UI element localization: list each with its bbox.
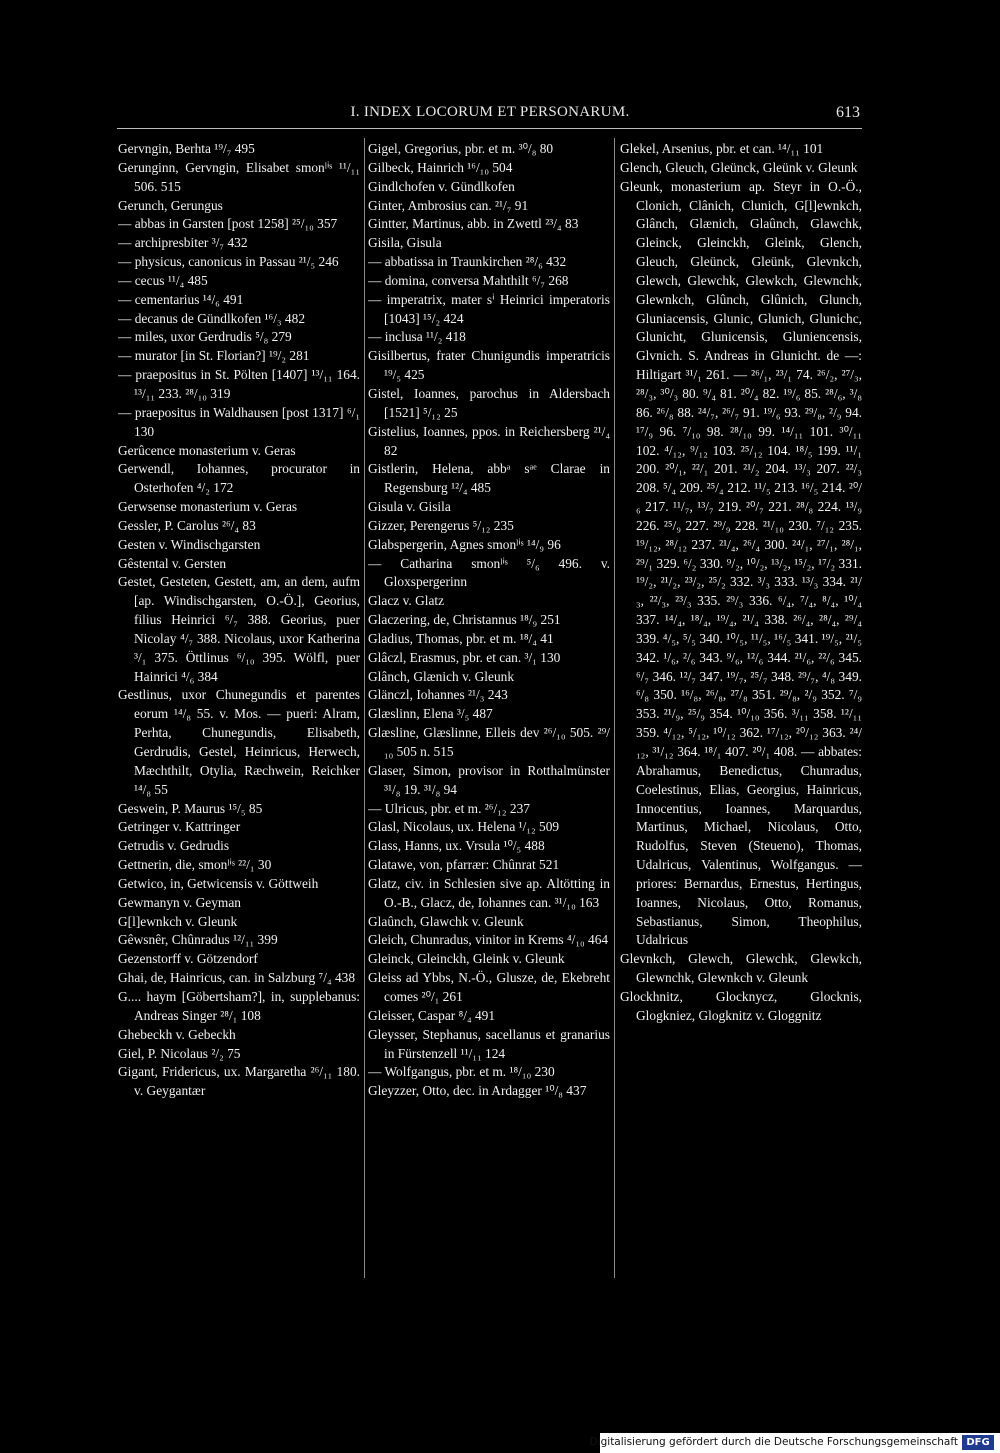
index-entry: — imperatrix, mater sⁱ Heinrici imperatoris [1043] ¹⁵/₂ 424 [368, 291, 610, 326]
index-entry: Glæsline, Glæslinne, Elleis dev ²⁶/₁₀ 505. ²⁹/₁₀ 505 n. 515 [368, 725, 610, 759]
index-entry: — archipresbiter ³/₇ 432 [118, 235, 248, 251]
index-entry: — domina, conversa Mahthilt ⁶/₇ 268 [368, 272, 569, 288]
index-entry: Getwico, in, Getwicensis v. Göttweih [118, 875, 319, 891]
index-entry: G.... haym [Göbertsham?], in, supplebanus: Andreas Singer ²⁸/₁ 108 [118, 988, 360, 1023]
index-entry: Glench, Gleuch, Gleünck, Gleünk v. Gleunk [620, 159, 858, 175]
index-entry: — abbatissa in Traunkirchen ²⁸/₆ 432 [368, 254, 567, 270]
index-entry: Gerunch, Gerungus [118, 197, 223, 213]
index-entry: Gessler, P. Carolus ²⁶/₄ 83 [118, 517, 256, 533]
index-entry: — miles, uxor Gerdrudis ⁵/₈ 279 [118, 329, 292, 345]
index-entry: Gintter, Martinus, abb. in Zwettl ²³/₄ 83 [368, 216, 579, 232]
index-entry: Glaczering, de, Christannus ¹⁸/₉ 251 [368, 612, 561, 628]
index-entry: Glockhnitz, Glocknycz, Glocknis, Glogkniez, Glogknitz v. Gloggnitz [620, 988, 862, 1023]
index-entry: Glatawe, von, pfarrær: Chûnrat 521 [368, 857, 560, 873]
index-entry: Gleysser, Stephanus, sacellanus et granarius in Fürstenzell ¹¹/₁₁ 124 [368, 1026, 610, 1061]
index-entry: Gleisser, Caspar ⁸/₄ 491 [368, 1007, 496, 1023]
index-entry: Gettnerin, die, smonˡⁱˢ ²²/₁ 30 [118, 857, 272, 873]
index-entry: Giel, P. Nicolaus ²/₂ 75 [118, 1045, 241, 1061]
index-column-right [620, 140, 862, 1280]
index-entry: Gesten v. Windischgarsten [118, 536, 261, 552]
index-entry: Glasl, Nicolaus, ux. Helena ¹/₁₂ 509 [368, 819, 560, 835]
index-entry: — abbas in Garsten [post 1258] ²⁵/₁₀ 357 [118, 216, 338, 232]
index-entry: Gerwsense monasterium v. Geras [118, 499, 298, 515]
index-entry: Gleunk, monasterium ap. Steyr in O.-Ö., Clonich, Clânich, Clunich, G[l]ewnkch, Glânch, Glænich, Glaûnch, Glawchk, Gleinck, Gleinckh, Gleink, Glench, Gleuch, Gleünck, Gleünk, Glevnkch, Glewch, Glewchk, Glewkch, Glewnchk, Glewnkch, Glûnch, Glûnich, Glunch, Gluniacensis, Glunic, Glunich, Glunichc, Glunicht, Glunicensis, Gluniencensis, Glvnich. S. Andreas in Glunicht. de —: Hiltigart ³¹/₁ 261. — ²⁶/₁, ²³/₁ 74. ²⁶/₂, ²⁷/₃, ²⁸/₃, ³⁰/₃ 80. ⁹/₄ 81. ²⁰/₄ 82. ¹⁹/₆ 85. ²⁸/₆, ³/₈ 86. ²⁶/₈ 88. ²⁴/₇, ²⁶/₇ 91. ¹⁹/₆ 93. ²⁹/₈, ²/₉ 94. ¹⁷/₉ 96. ⁷/₁₀ 98. ²⁸/₁₀ 99. ¹⁴/₁₁ 101. ³⁰/₁₁ 102. ⁴/₁₂, ⁹/₁₂ 103. ²⁵/₁₂ 104. ¹⁸/₅ 199. ¹¹/₁ 200. ²⁰/₁, ²²/₁ 201. ²¹/₂ 204. ¹³/₃ 207. ²²/₃ 208. ⁵/₄ 209. ²⁵/₄ 212. ¹¹/₅ 213. ¹⁶/₅ 214. ²⁰/₆ 217. ¹¹/₇, ¹³/₇ 219. ²⁰/₇ 221. ²⁸/₈ 224. ¹³/₉ 226. ²⁵/₉ 227. ²⁹/₉ 228. ²¹/₁₀ 230. ⁷/₁₂ 235. ¹⁹/₁₂, ²⁸/₁₂ 237. ²¹/₄, ²⁶/₄ 300. ²⁴/₁, ²⁷/₁, ²⁸/₁, ²⁹/₁ 329. ⁶/₂ 330. ⁹/₂, ¹⁰/₂, ¹³/₂, ¹⁵/₂, ¹⁷/₂ 331. ¹⁹/₂, ²¹/₂, ²³/₂, ²⁵/₂ 332. ³/₃ 333. ¹³/₃ 334. ²¹/₃, ²²/₃, ²³/₃ 335. ²⁹/₃ 336. ⁶/₄, ⁷/₄, ⁸/₄, ¹⁰/₄ 337. ¹⁴/₄, ¹⁸/₄, ¹⁹/₄, ²¹/₄ 338. ²⁶/₄, ²⁸/₄, ²⁹/₄ 339. ⁴/₅, ⁵/₅ 340. ¹⁰/₅, ¹¹/₅, ¹⁶/₅ 341. ¹⁹/₅, ²¹/₅ 342. ¹/₆, ²/₆ 343. ⁹/₆, ¹²/₆ 344. ²¹/₆, ²²/₆ 345. ⁶/₇ 346. ¹²/₇ 347. ¹⁹/₇, ²⁵/₇ 348. ²⁹/₇, ⁴/₈ 349. ⁶/₈ 350. ¹⁶/₈, ²⁶/₈, ²⁷/₈ 351. ²⁹/₈, ²/₉ 352. ⁷/₉ 353. ²¹/₉, ²⁵/₉ 354. ¹⁰/₁₀ 356. ³/₁₁ 358. ¹²/₁₁ 359. ⁴/₁₂, ⁵/₁₂, ¹⁰/₁₂ 362. ¹⁷/₁₂, ²⁰/₁₂ 363. ²⁴/₁₂, ³¹/₁₂ 364. ¹⁸/₁ 407. ²⁰/₁ 408. — abbates: Abrahamus, Benedictus, Chunradus, Coelestinus, Elias, Georgius, Hainricus, Innocentius, Ioannes, Marquardus, Martinus, Michael, Nicolaus, Otto, Rudolfus, Steven (Steueno), Thomas, Udalricus, Valentinus, Wolfgangus. — priores: Bernardus, Ernestus, Hertingus, Ioannes, Nicolaus, Otto, Romanus, Sebastianus, Simon, Theophilus, Udalricus [620, 178, 862, 948]
index-entry: Gistlerin, Helena, abbᵃ sᵃᵉ Clarae in Regensburg ¹²/₄ 485 [368, 461, 610, 496]
index-entry: Gestlinus, uxor Chunegundis et parentes eorum ¹⁴/₈ 55. v. Mos. — pueri: Alram, Perhta, Chunegundis, Elisabeth, Gerdrudis, Gestel, Heinricus, Herwech, Mæchthilt, Otylia, Ræchwein, Reichker ¹⁴/₈ 55 [118, 687, 360, 797]
index-entry: Gistelius, Ioannes, ppos. in Reichersberg ²¹/₄ 82 [368, 423, 610, 458]
index-entry: Gêwsnêr, Chûnradus ¹²/₁₁ 399 [118, 932, 278, 948]
index-entry: Glekel, Arsenius, pbr. et can. ¹⁴/₁₁ 101 [620, 141, 824, 156]
index-entry: — decanus de Gündlkofen ¹⁶/₃ 482 [118, 310, 306, 326]
index-entry: Glacz v. Glatz [368, 593, 445, 609]
index-entry: Gilbeck, Hainrich ¹⁶/₁₀ 504 [368, 159, 513, 175]
index-entry: G[l]ewnkch v. Gleunk [118, 913, 238, 929]
index-entry: Glabspergerin, Agnes smonˡⁱˢ ¹⁴/₉ 96 [368, 536, 561, 552]
dfg-logo: DFG [962, 1435, 994, 1450]
index-entry: — praepositus in St. Pölten [1407] ¹³/₁₁ 164. ¹³/₁₁ 233. ²⁸/₁₀ 319 [118, 367, 360, 401]
index-entry: Gerwendl, Iohannes, procurator in Osterhofen ⁴/₂ 172 [118, 461, 360, 496]
index-entry: Gleiss ad Ybbs, N.-Ö., Glusze, de, Ekebreht comes ²⁰/₁ 261 [368, 970, 610, 1004]
index-entry: Gisila, Gisula [368, 235, 442, 251]
running-header-title: I. INDEX LOCORUM ET PERSONARUM. [350, 104, 630, 120]
index-entry: Gladius, Thomas, pbr. et m. ¹⁸/₄ 41 [368, 630, 554, 646]
index-entry: Glaûnch, Glawchk v. Gleunk [368, 913, 524, 929]
index-entry: — praepositus in Waldhausen [post 1317] ⁶/₁ 130 [118, 404, 360, 439]
index-entry: Gerûcence monasterium v. Geras [118, 442, 296, 458]
index-entry: Glevnkch, Glewch, Glewchk, Glewkch, Glewnchk, Glewnkch v. Gleunk [620, 951, 862, 986]
index-entry: Ghebeckh v. Gebeckh [118, 1026, 236, 1042]
index-entry: Glass, Hanns, ux. Vrsula ¹⁰/₅ 488 [368, 838, 545, 854]
index-entry: Gerunginn, Gervngin, Elisabet smonˡⁱˢ ¹¹/₁₁ 506. 515 [118, 159, 360, 194]
index-entry: Gisilbertus, frater Chunigundis imperatricis ¹⁹/₅ 425 [368, 348, 610, 383]
index-column-left [118, 140, 360, 1280]
index-entry: Gigant, Fridericus, ux. Margaretha ²⁶/₁₁ 180. v. Geygantær [118, 1064, 360, 1099]
column-divider [614, 138, 615, 1278]
funding-note: Digitalisierung gefördert durch die Deutsche Forschungsgemeinschaft [589, 1436, 958, 1448]
header-rule [117, 128, 862, 129]
index-column-middle [368, 140, 610, 1280]
index-entry: — murator [in St. Florian?] ¹⁹/₂ 281 [118, 348, 310, 364]
index-entry: Ginter, Ambrosius can. ²¹/₇ 91 [368, 197, 529, 213]
index-entry: — Wolfgangus, pbr. et m. ¹⁸/₁₀ 230 [368, 1064, 555, 1080]
index-entry: Glatz, civ. in Schlesien sive ap. Altötting in O.-B., Glacz, de, Iohannes can. ³¹/₁₀ 163 [368, 875, 610, 910]
index-entry: Getrudis v. Gedrudis [118, 838, 230, 854]
index-entry: Gistel, Ioannes, parochus in Aldersbach [1521] ⁵/₁₂ 25 [368, 385, 610, 420]
index-entry: — Ulricus, pbr. et m. ²⁶/₁₂ 237 [368, 800, 530, 816]
index-entry: Glânch, Glænich v. Gleunk [368, 668, 515, 684]
index-entry: Gleyzzer, Otto, dec. in Ardagger ¹⁰/₈ 437 [368, 1083, 587, 1099]
index-entry: Gewmanyn v. Geyman [118, 894, 241, 910]
index-entry: Gervngin, Berhta ¹⁹/₇ 495 [118, 141, 255, 156]
index-entry: Ghai, de, Hainricus, can. in Salzburg ⁷/₄ 438 [118, 970, 356, 986]
index-entry: — inclusa ¹¹/₂ 418 [368, 329, 466, 345]
index-entry: Gêstental v. Gersten [118, 555, 227, 571]
index-entry: — cecus ¹¹/₄ 485 [118, 272, 208, 288]
index-entry: — cementarius ¹⁴/₆ 491 [118, 291, 244, 307]
index-entry: Getringer v. Kattringer [118, 819, 241, 835]
index-entry: Gizzer, Perengerus ⁵/₁₂ 235 [368, 517, 514, 533]
index-entry: Glaser, Simon, provisor in Rotthalmünster ³¹/₈ 19. ³¹/₈ 94 [368, 762, 610, 797]
index-entry: Gleich, Chunradus, vinitor in Krems ⁴/₁₀ 464 [368, 932, 609, 948]
index-entry: Gisula v. Gisila [368, 499, 451, 515]
index-entry: — Catharina smonˡⁱˢ ⁵/₆ 496. v. Gloxspergerinn [368, 555, 610, 590]
index-entry: Glänczl, Iohannes ²¹/₃ 243 [368, 687, 508, 703]
index-entry: Glâczl, Erasmus, pbr. et can. ³/₁ 130 [368, 649, 561, 665]
index-entry: Gestet, Gesteten, Gestett, am, an dem, aufm [ap. Windischgarsten, O.-Ö.], Georius, filius Heinrici ⁶/₇ 388. Georius, puer Nicolay ⁴/₇ 388. Nicolaus, uxor Katherina ³/₁ 375. Öttlinus ⁶/₁₀ 395. Wölfl, puer Hainrici ⁴/₆ 384 [118, 574, 360, 684]
footer-bar [589, 1433, 1000, 1453]
index-entry: Geswein, P. Maurus ¹⁵/₅ 85 [118, 800, 263, 816]
index-entry: — physicus, canonicus in Passau ²¹/₅ 246 [118, 254, 339, 270]
index-entry: Glæslinn, Elena ³/₅ 487 [368, 706, 493, 722]
index-entry: Gindlchofen v. Gündlkofen [368, 178, 515, 194]
page-number: 613 [836, 104, 860, 121]
index-entry: Gezenstorff v. Götzendorf [118, 951, 258, 967]
column-divider [364, 138, 365, 1278]
index-entry: Gigel, Gregorius, pbr. et m. ³⁰/₈ 80 [368, 141, 554, 156]
index-entry: Gleinck, Gleinckh, Gleink v. Gleunk [368, 951, 565, 967]
